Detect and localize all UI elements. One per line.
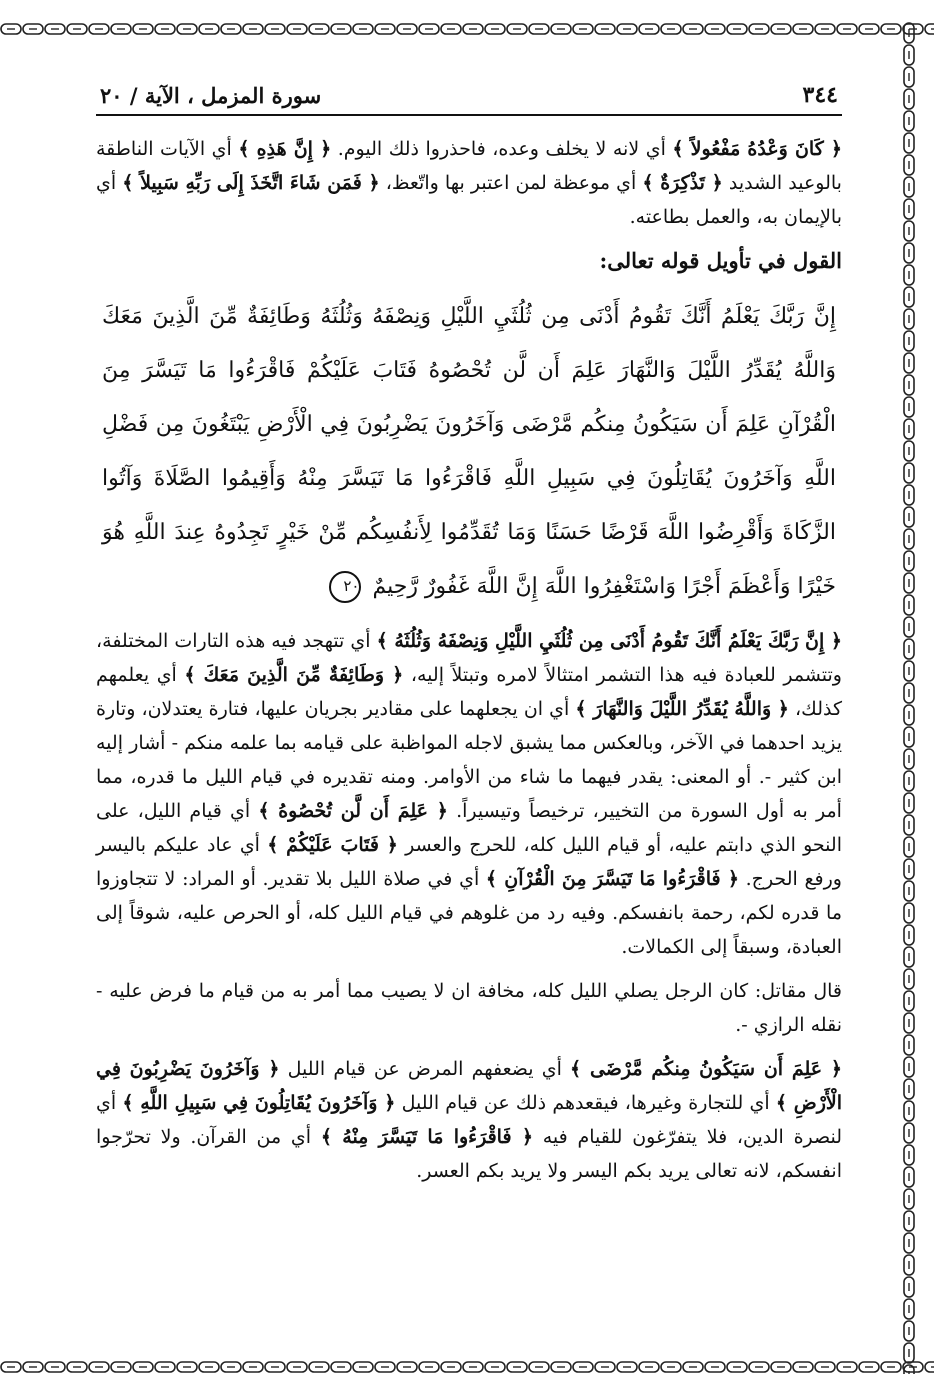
quran-quote: ﴿ فَاقْرَءُوا مَا تَيَسَّرَ مِنَ الْقُرْآنِ ﴾ bbox=[485, 868, 739, 890]
body-text bbox=[96, 132, 842, 1188]
commentary-text: أي ان يجعلهما على مقادير بجريان عليها، فتارة يعتدلان، وتارة يزيد احدهما في الآخر، وبالعكس مما يشبق لاجله المواظبة على قيامه بما علمه منكم - أشار إليه ابن كثير -. أو المعنى: يقدر فيهما ما شاء من الأوامر. ومنه تقديره في قيام الليل ما قدره، مما أمر به أول السورة من التخيير، ترخيصاً وتيسيراً. bbox=[96, 698, 842, 822]
quran-quote: ﴿ إِنَّ رَبَّكَ يَعْلَمُ أَنَّكَ تَقُومُ أَدْنَى مِن ثُلُثَيِ اللَّيْلِ وَنِصْفَهُ وَثُلُثَهُ ﴾ bbox=[376, 630, 842, 652]
commentary-text: أي يضعفهم المرض عن قيام الليل bbox=[279, 1058, 571, 1080]
section-heading: القول في تأويل قوله تعالى: bbox=[599, 248, 842, 273]
commentary-text: أي الآيات الناطقة بالوعيد الشديد bbox=[96, 138, 842, 194]
quran-quote: ﴿ فَتَابَ عَلَيْكُمْ ﴾ bbox=[267, 834, 398, 856]
commentary-text: أي قيام الليل، على النحو الذي دابتم عليه، أو قيام الليل كله، للحرج والعسر bbox=[96, 800, 842, 856]
chain-border-top bbox=[0, 22, 934, 36]
page-number: ٣٤٤ bbox=[802, 82, 838, 108]
commentary-text: أي تتهجد فيه هذه التارات المختلفة، وتتشمر للعبادة فيه هذا التشمر امتثالاً لامره وتبتلاً إليه، bbox=[96, 630, 842, 686]
chain-border-bottom bbox=[0, 1360, 934, 1374]
quran-verse bbox=[96, 286, 842, 618]
quran-quote: ﴿ إِنَّ هَذِهِ ﴾ bbox=[238, 138, 332, 160]
commentary-text: أي يعلمهم كذلك، bbox=[96, 664, 842, 720]
page-header bbox=[96, 64, 842, 116]
commentary-text: أي في صلاة الليل بلا تقدير. أو المراد: لا تتجاوزوا ما قدره لكم، رحمة بانفسكم. وفيه رد من غلوهم في قيام الليل كله، أو الحرص عليه، شوقاً إلى العبادة، وسبقاً إلى الكمالات. bbox=[96, 868, 842, 958]
quran-quote: ﴿ كَانَ وَعْدُهُ مَفْعُولاً ﴾ bbox=[672, 138, 843, 160]
commentary-paragraph-2: قال مقاتل: كان الرجل يصلي الليل كله، مخافة ان لا يصيب مما أمر به من قيام ما فرض عليه - نقله الرازي -. bbox=[96, 980, 842, 1036]
commentary-text: أي لنصرة الدين، فلا يتفرّغون للقيام فيه bbox=[96, 1092, 843, 1148]
quran-quote: ﴿ وَطَائِفَةٌ مِّنَ الَّذِينَ مَعَكَ ﴾ bbox=[184, 664, 404, 686]
quran-quote: ﴿ عَلِمَ أَن لَّن تُحْصُوهُ ﴾ bbox=[258, 800, 448, 822]
verse-text: إِنَّ رَبَّكَ يَعْلَمُ أَنَّكَ تَقُومُ أَدْنَى مِن ثُلُثَيِ اللَّيْلِ وَنِصْفَهُ وَثُلُثَهُ وَطَائِفَةٌ مِّنَ الَّذِينَ مَعَكَ وَاللَّهُ يُقَدِّرُ اللَّيْلَ وَالنَّهَارَ عَلِمَ أَن لَّن تُحْصُوهُ فَتَابَ عَلَيْكُمْ فَاقْرَءُوا مَا تَيَسَّرَ مِنَ الْقُرْآنِ عَلِمَ أَن سَيَكُونُ مِنكُم مَّرْضَى وَآخَرُونَ يَضْرِبُونَ فِي الْأَرْضِ يَبْتَغُونَ مِن فَضْلِ اللَّهِ وَآخَرُونَ يُقَاتِلُونَ فِي سَبِيلِ اللَّهِ فَاقْرَءُوا مَا تَيَسَّرَ مِنْهُ وَأَقِيمُوا الصَّلَاةَ وَآتُوا الزَّكَاةَ وَأَقْرِضُوا اللَّهَ قَرْضًا حَسَنًا وَمَا تُقَدِّمُوا لِأَنفُسِكُم مِّنْ خَيْرٍ تَجِدُوهُ عِندَ اللَّهِ هُوَ خَيْرًا وَأَعْظَمَ أَجْرًا وَاسْتَغْفِرُوا اللَّهَ إِنَّ اللَّهَ غَفُورٌ رَّحِيمٌ bbox=[102, 304, 836, 599]
quran-quote: ﴿ فَاقْرَءُوا مَا تَيَسَّرَ مِنْهُ ﴾ bbox=[320, 1126, 533, 1148]
quran-quote: ﴿ تَذْكِرَةٌ ﴾ bbox=[642, 172, 723, 194]
commentary-paragraph-3 bbox=[96, 1052, 842, 1188]
quran-quote: ﴿ فَمَن شَاءَ اتَّخَذَ إِلَى رَبِّهِ سَبِيلاً ﴾ bbox=[122, 172, 380, 194]
quran-quote: ﴿ وَآخَرُونَ يُقَاتِلُونَ فِي سَبِيلِ اللَّهِ ﴾ bbox=[122, 1092, 396, 1114]
commentary-text: أي للتجارة وغيرها، فيقعدهم ذلك عن قيام الليل bbox=[395, 1092, 776, 1114]
chain-pattern-top bbox=[0, 22, 934, 36]
commentary-text: أي لانه لا يخلف وعده، فاحذروا ذلك اليوم. bbox=[331, 138, 673, 160]
commentary-text: أي من القرآن. ولا تحرّجوا انفسكم، لانه تعالى يريد بكم اليسر ولا يريد بكم العسر. bbox=[96, 1126, 842, 1182]
surah-title: سورة المزمل ، الآية / ٢٠ bbox=[100, 83, 322, 108]
chain-pattern-right bbox=[902, 22, 916, 1374]
quran-quote: ﴿ وَاللَّهُ يُقَدِّرُ اللَّيْلَ وَالنَّهَارَ ﴾ bbox=[575, 698, 789, 720]
intro-paragraph bbox=[96, 132, 842, 234]
quran-quote: ﴿ وَآخَرُونَ يَضْرِبُونَ فِي الْأَرْضِ ﴾ bbox=[96, 1058, 842, 1114]
commentary-text: أي بالإيمان به، والعمل بطاعته. bbox=[96, 172, 842, 228]
commentary-text: أي عاد عليكم باليسر ورفع الحرج. bbox=[96, 834, 842, 890]
chain-pattern-bottom bbox=[0, 1360, 934, 1374]
commentary-paragraph-1 bbox=[96, 624, 842, 964]
quran-quote: ﴿ عَلِمَ أَن سَيَكُونُ مِنكُم مَّرْضَى ﴾ bbox=[570, 1058, 842, 1080]
commentary-text: أي موعظة لمن اعتبر بها واتّعظ، bbox=[379, 172, 643, 194]
verse-number-mark: ٢٠ bbox=[329, 571, 361, 603]
page bbox=[96, 64, 842, 1188]
chain-border-right bbox=[902, 22, 916, 1374]
